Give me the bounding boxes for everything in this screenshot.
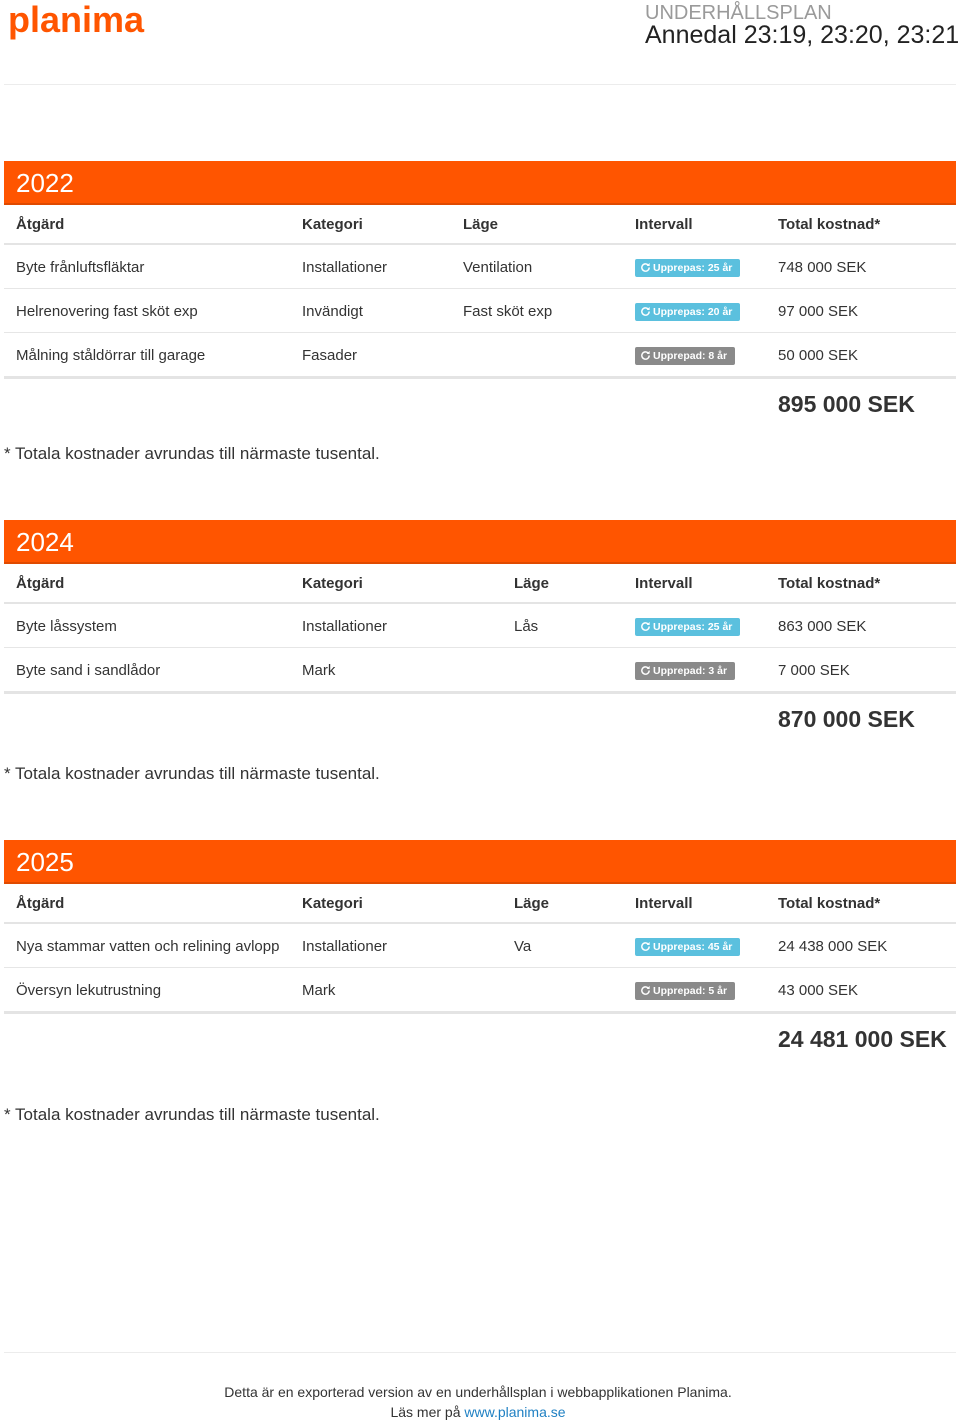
location-cell: Fast sköt exp [451, 289, 623, 333]
interval-cell [623, 289, 766, 333]
interval-cell [623, 968, 766, 1013]
column-header-category: Kategori [290, 564, 502, 603]
year-heading: 2024 [4, 520, 956, 564]
total-row [4, 379, 956, 431]
repeat-icon [640, 350, 651, 361]
action-cell: Nya stammar vatten och relining avlopp [4, 923, 290, 968]
location-cell: Ventilation [451, 244, 623, 289]
repeat-icon [640, 621, 651, 632]
interval-cell [623, 244, 766, 289]
category-cell: Mark [290, 648, 502, 693]
rounding-note: * Totala kostnader avrundas till närmaste tusental. [4, 1105, 380, 1124]
action-cell: Byte sand i sandlådor [4, 648, 290, 693]
interval-badge-label: Upprepas: 25 år [653, 262, 733, 274]
page-footer [0, 1382, 956, 1422]
table-row [4, 244, 956, 289]
planima-website-link[interactable]: www.planima.se [464, 1404, 566, 1420]
repeat-icon [640, 262, 651, 273]
column-header-interval: Intervall [623, 564, 766, 603]
footer-read-more-label: Läs mer på [390, 1404, 461, 1420]
interval-cell [623, 648, 766, 693]
maintenance-table [4, 884, 956, 1014]
table-header-row [4, 205, 956, 244]
interval-badge [635, 938, 740, 956]
interval-badge-label: Upprepas: 45 år [653, 941, 733, 953]
year-section-2024 [4, 520, 956, 746]
year-heading: 2022 [4, 161, 956, 205]
year-section-2022 [4, 161, 956, 431]
cost-cell: 97 000 SEK [766, 289, 956, 333]
column-header-category: Kategori [290, 884, 502, 923]
location-cell: Lås [502, 603, 623, 648]
svg-text:planima: planima [8, 2, 145, 40]
category-cell: Invändigt [290, 289, 451, 333]
category-cell: Installationer [290, 244, 451, 289]
column-header-location: Läge [502, 884, 623, 923]
location-cell [502, 968, 623, 1013]
action-cell: Byte låssystem [4, 603, 290, 648]
cost-cell: 863 000 SEK [766, 603, 956, 648]
action-cell: Helrenovering fast sköt exp [4, 289, 290, 333]
interval-cell [623, 333, 766, 378]
column-header-cost: Total kostnad* [766, 564, 956, 603]
table-row [4, 923, 956, 968]
action-cell: Målning ståldörrar till garage [4, 333, 290, 378]
cost-cell: 748 000 SEK [766, 244, 956, 289]
table-header-row [4, 564, 956, 603]
column-header-cost: Total kostnad* [766, 884, 956, 923]
maintenance-table [4, 564, 956, 694]
action-cell: Byte frånluftsfläktar [4, 244, 290, 289]
column-header-action: Åtgärd [4, 884, 290, 923]
category-cell: Fasader [290, 333, 451, 378]
year-section-2025 [4, 840, 956, 1066]
column-header-cost: Total kostnad* [766, 205, 956, 244]
interval-badge-label: Upprepad: 5 år [653, 985, 728, 997]
interval-badge [635, 347, 735, 365]
column-header-interval: Intervall [623, 884, 766, 923]
repeat-icon [640, 665, 651, 676]
table-row [4, 648, 956, 693]
cost-cell: 50 000 SEK [766, 333, 956, 378]
cost-cell: 7 000 SEK [766, 648, 956, 693]
interval-badge [635, 662, 735, 680]
header-divider [4, 84, 956, 85]
interval-badge [635, 618, 740, 636]
column-header-action: Åtgärd [4, 564, 290, 603]
footer-divider [4, 1352, 956, 1353]
repeat-icon [640, 985, 651, 996]
column-header-location: Läge [451, 205, 623, 244]
location-cell: Va [502, 923, 623, 968]
column-header-interval: Intervall [623, 205, 766, 244]
interval-badge-label: Upprepad: 3 år [653, 665, 728, 677]
footer-text: Detta är en exporterad version av en underhållsplan i webbapplikationen Planima. [224, 1384, 732, 1400]
total-row [4, 694, 956, 746]
table-row [4, 968, 956, 1013]
maintenance-table [4, 205, 956, 379]
table-row [4, 603, 956, 648]
location-cell [451, 333, 623, 378]
document-title: Annedal 23:19, 23:20, 23:21 [645, 21, 960, 49]
footer-read-more [0, 1402, 956, 1422]
interval-cell [623, 603, 766, 648]
location-cell [502, 648, 623, 693]
category-cell: Installationer [290, 603, 502, 648]
column-header-action: Åtgärd [4, 205, 290, 244]
interval-badge-label: Upprepas: 25 år [653, 621, 733, 633]
section-total: 870 000 SEK [778, 706, 915, 732]
action-cell: Översyn lekutrustning [4, 968, 290, 1013]
planima-logo [8, 2, 168, 48]
repeat-icon [640, 941, 651, 952]
year-heading: 2025 [4, 840, 956, 884]
cost-cell: 24 438 000 SEK [766, 923, 956, 968]
interval-badge [635, 259, 740, 277]
interval-badge [635, 303, 740, 321]
cost-cell: 43 000 SEK [766, 968, 956, 1013]
column-header-location: Läge [502, 564, 623, 603]
section-total: 895 000 SEK [778, 391, 915, 417]
category-cell: Installationer [290, 923, 502, 968]
total-row [4, 1014, 956, 1066]
table-header-row [4, 884, 956, 923]
section-total: 24 481 000 SEK [778, 1026, 947, 1052]
document-type: UNDERHÅLLSPLAN [645, 2, 832, 24]
page-header [0, 0, 960, 86]
interval-cell [623, 923, 766, 968]
column-header-category: Kategori [290, 205, 451, 244]
rounding-note: * Totala kostnader avrundas till närmaste tusental. [4, 444, 380, 463]
interval-badge [635, 982, 735, 1000]
category-cell: Mark [290, 968, 502, 1013]
interval-badge-label: Upprepas: 20 år [653, 306, 733, 318]
interval-badge-label: Upprepad: 8 år [653, 350, 728, 362]
rounding-note: * Totala kostnader avrundas till närmaste tusental. [4, 764, 380, 783]
table-row [4, 333, 956, 378]
repeat-icon [640, 306, 651, 317]
table-row [4, 289, 956, 333]
